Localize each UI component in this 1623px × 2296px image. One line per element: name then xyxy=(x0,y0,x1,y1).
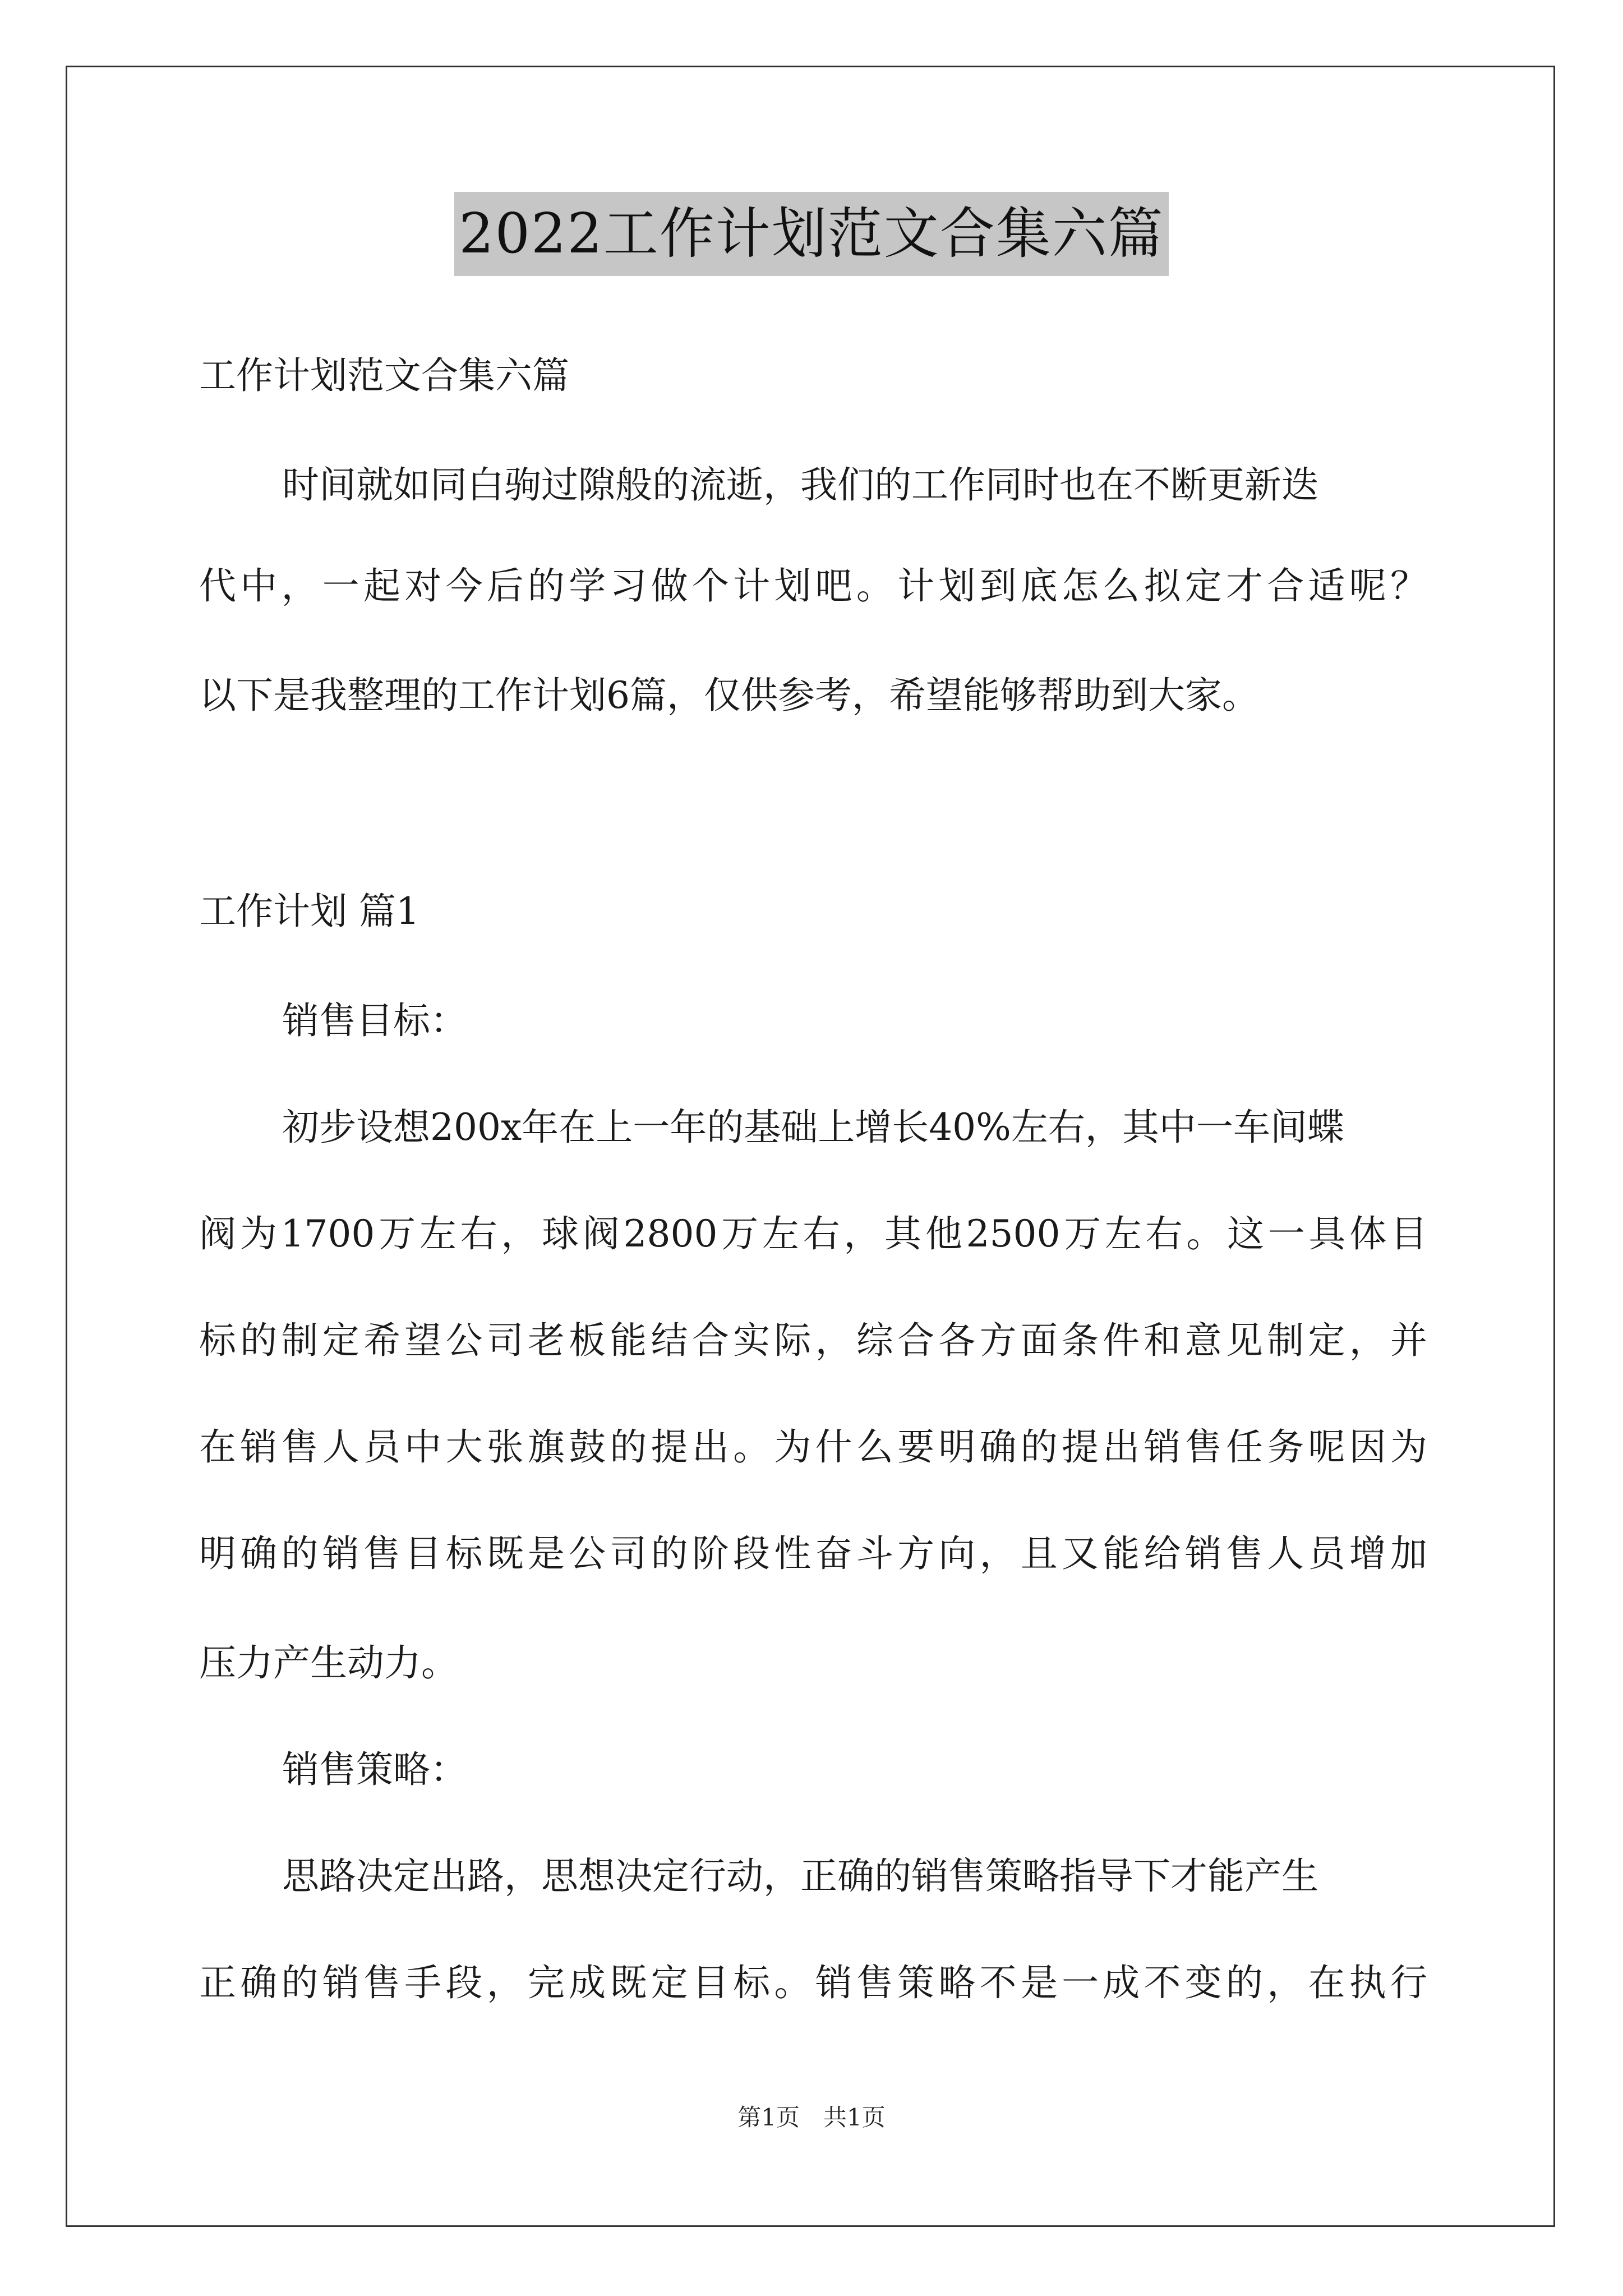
intro-paragraph-line: 代中，一起对今后的学习做个计划吧。计划到底怎么拟定才合适呢？ xyxy=(199,564,1427,608)
body-paragraph-line: 明确的销售目标既是公司的阶段性奋斗方向，且又能给销售人员增加 xyxy=(199,1532,1427,1575)
section-heading: 工作计划 篇1 xyxy=(199,890,419,933)
body-paragraph-line: 标的制定希望公司老板能结合实际，综合各方面条件和意见制定，并 xyxy=(199,1319,1427,1362)
body-paragraph-line: 阀为1700万左右，球阀2800万左右，其他2500万左右。这一具体目 xyxy=(199,1212,1427,1255)
page-number: 第1页 共1页 xyxy=(737,2104,886,2131)
body-paragraph-line: 压力产生动力。 xyxy=(199,1641,458,1685)
body-paragraph-line: 初步设想200x年在上一年的基础上增长40%左右，其中一车间蝶 xyxy=(282,1106,1344,1149)
body-paragraph-line: 在销售人员中大张旗鼓的提出。为什么要明确的提出销售任务呢因为 xyxy=(199,1425,1427,1469)
title-container xyxy=(0,192,1623,276)
page-footer xyxy=(0,2101,1623,2134)
document-subtitle: 工作计划范文合集六篇 xyxy=(199,354,569,397)
subheading-sales-strategy: 销售策略： xyxy=(282,1748,467,1791)
body-paragraph-line: 正确的销售手段，完成既定目标。销售策略不是一成不变的，在执行 xyxy=(199,1961,1427,2004)
body-paragraph-line: 思路决定出路，思想决定行动，正确的销售策略指导下才能产生 xyxy=(282,1855,1318,1898)
intro-paragraph-line: 以下是我整理的工作计划6篇，仅供参考，希望能够帮助到大家。 xyxy=(199,674,1259,717)
document-title: 2022工作计划范文合集六篇 xyxy=(454,192,1168,276)
subheading-sales-target: 销售目标： xyxy=(282,999,467,1042)
intro-paragraph-line: 时间就如同白驹过隙般的流逝，我们的工作同时也在不断更新迭 xyxy=(282,463,1318,507)
